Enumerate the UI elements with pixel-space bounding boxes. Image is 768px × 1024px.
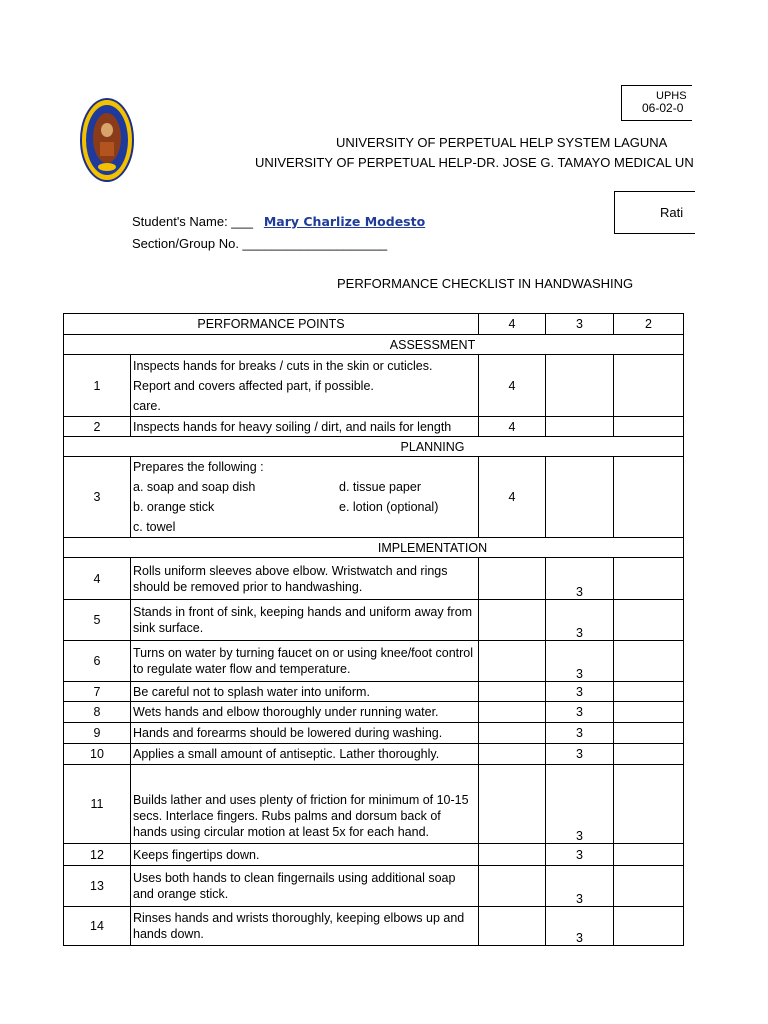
section-row-planning <box>64 437 684 457</box>
medical-university-name: UNIVERSITY OF PERPETUAL HELP-DR. JOSE G. TAMAYO MEDICAL UN <box>255 155 694 170</box>
row-description: Rolls uniform sleeves above elbow. Wristwatch and rings should be removed prior to handwashing. <box>131 558 479 600</box>
header-performance-points: PERFORMANCE POINTS <box>64 314 479 335</box>
row-description: Uses both hands to clean fingernails using additional soap and orange stick. <box>131 866 479 907</box>
checklist-title: PERFORMANCE CHECKLIST IN HANDWASHING <box>337 276 634 291</box>
row-description: Inspects hands for heavy soiling / dirt, and nails for length <box>131 417 479 437</box>
table-row <box>64 457 684 538</box>
row-score-4 <box>479 844 546 866</box>
row-score-2 <box>614 907 684 946</box>
table-row <box>64 907 684 946</box>
row-score-4: 4 <box>479 417 546 437</box>
row-description <box>131 355 479 417</box>
table-row <box>64 844 684 866</box>
row-score-4: 4 <box>479 355 546 417</box>
table-row <box>64 417 684 437</box>
student-name-value: Mary Charlize Modesto <box>263 214 426 229</box>
form-code-box <box>621 85 692 121</box>
university-name: UNIVERSITY OF PERPETUAL HELP SYSTEM LAGUNA <box>336 135 668 150</box>
row-number: 4 <box>64 558 131 600</box>
row-score-3 <box>546 417 614 437</box>
row-score-2 <box>614 600 684 641</box>
section-implementation: IMPLEMENTATION <box>64 538 684 558</box>
row-number: 6 <box>64 641 131 682</box>
row-number: 14 <box>64 907 131 946</box>
row-number: 7 <box>64 682 131 702</box>
table-row <box>64 641 684 682</box>
table-row <box>64 600 684 641</box>
row-number: 5 <box>64 600 131 641</box>
row-number: 3 <box>64 457 131 538</box>
row-number: 13 <box>64 866 131 907</box>
row-score-4 <box>479 765 546 844</box>
section-row-assessment <box>64 335 684 355</box>
row-score-3: 3 <box>546 723 614 744</box>
row-score-3: 3 <box>546 844 614 866</box>
row3-item-a: a. soap and soap dish <box>133 480 256 494</box>
row-score-4: 4 <box>479 457 546 538</box>
table-row <box>64 723 684 744</box>
row1-line1: Inspects hands for breaks / cuts in the skin or cuticles. <box>133 358 433 373</box>
row-description: Rinses hands and wrists thoroughly, keeping elbows up and hands down. <box>131 907 479 946</box>
row-description <box>131 457 479 538</box>
row-score-2 <box>614 355 684 417</box>
row3-line1: Prepares the following : <box>133 460 264 474</box>
row3-item-d: d. tissue paper <box>339 480 421 494</box>
row-score-4 <box>479 682 546 702</box>
row-score-3: 3 <box>546 600 614 641</box>
student-name-row <box>132 214 425 229</box>
row-score-3 <box>546 457 614 538</box>
row-number: 10 <box>64 744 131 765</box>
row3-item-b: b. orange stick <box>133 500 215 514</box>
row-score-2 <box>614 765 684 844</box>
row3-items-be <box>133 497 476 517</box>
row-score-4 <box>479 907 546 946</box>
row-number: 9 <box>64 723 131 744</box>
row-number: 11 <box>64 765 131 844</box>
row3-items-ad <box>133 477 476 497</box>
table-header-row <box>64 314 684 335</box>
row-score-2 <box>614 744 684 765</box>
row-description: Builds lather and uses plenty of friction for minimum of 10-15 secs. Interlace fingers. Rubs palms and dorsum back of hands using circular motion at least 5x for each hand. <box>131 765 479 844</box>
row-score-2 <box>614 641 684 682</box>
table-row <box>64 744 684 765</box>
row-score-2 <box>614 866 684 907</box>
row-score-4 <box>479 641 546 682</box>
table-row <box>64 866 684 907</box>
row1-line3: care. <box>133 398 161 413</box>
section-assessment: ASSESSMENT <box>64 335 684 355</box>
row-score-4 <box>479 600 546 641</box>
rating-box <box>614 191 695 234</box>
student-name-label: Student's Name: ___ <box>132 214 253 229</box>
row-score-4 <box>479 866 546 907</box>
row-score-3: 3 <box>546 907 614 946</box>
row-score-2 <box>614 417 684 437</box>
row-score-4 <box>479 723 546 744</box>
rating-label: Rati <box>660 205 684 220</box>
form-code-line2: 06-02-0 <box>642 101 684 115</box>
row-score-3: 3 <box>546 641 614 682</box>
row-score-3: 3 <box>546 558 614 600</box>
row-score-2 <box>614 702 684 723</box>
table-row <box>64 682 684 702</box>
header-score-2: 2 <box>614 314 684 335</box>
row-score-3: 3 <box>546 744 614 765</box>
table-row <box>64 702 684 723</box>
row-score-4 <box>479 744 546 765</box>
section-row-implementation <box>64 538 684 558</box>
row-score-3: 3 <box>546 702 614 723</box>
row-description: Keeps fingertips down. <box>131 844 479 866</box>
row-description: Be careful not to splash water into uniform. <box>131 682 479 702</box>
row-number: 12 <box>64 844 131 866</box>
table-row <box>64 355 684 417</box>
row-score-2 <box>614 844 684 866</box>
table-row <box>64 558 684 600</box>
row-score-4 <box>479 558 546 600</box>
table-row <box>64 765 684 844</box>
row-number: 1 <box>64 355 131 417</box>
form-code-line1: UPHS <box>656 90 687 102</box>
row-score-3: 3 <box>546 866 614 907</box>
row-description: Hands and forearms should be lowered during washing. <box>131 723 479 744</box>
section-planning: PLANNING <box>64 437 684 457</box>
header-score-4: 4 <box>479 314 546 335</box>
row3-item-c: c. towel <box>133 520 176 534</box>
row-description: Stands in front of sink, keeping hands and uniform away from sink surface. <box>131 600 479 641</box>
row-score-2 <box>614 558 684 600</box>
row-score-2 <box>614 457 684 538</box>
row1-line2: Report and covers affected part, if possible. <box>133 378 374 393</box>
university-seal-logo <box>80 98 134 182</box>
checklist-table <box>63 313 684 946</box>
row-number: 2 <box>64 417 131 437</box>
row-description: Turns on water by turning faucet on or using knee/foot control to regulate water flow and temperature. <box>131 641 479 682</box>
row-score-4 <box>479 702 546 723</box>
row-number: 8 <box>64 702 131 723</box>
row-score-3 <box>546 355 614 417</box>
row-score-3: 3 <box>546 682 614 702</box>
header-score-3: 3 <box>546 314 614 335</box>
row-description: Wets hands and elbow thoroughly under running water. <box>131 702 479 723</box>
row-description: Applies a small amount of antiseptic. Lather thoroughly. <box>131 744 479 765</box>
section-group-label: Section/Group No. ____________________ <box>132 236 388 251</box>
row-score-2 <box>614 723 684 744</box>
row-score-2 <box>614 682 684 702</box>
row-score-3: 3 <box>546 765 614 844</box>
row3-item-e: e. lotion (optional) <box>339 500 439 514</box>
